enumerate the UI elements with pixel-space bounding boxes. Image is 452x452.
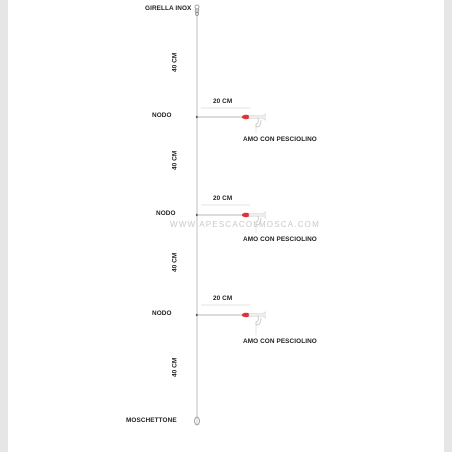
branch-length-label: 20 CM: [213, 195, 233, 202]
knot-label: NODO: [156, 210, 176, 217]
lure-fish-icon: [242, 312, 266, 335]
segment-length-label: 40 CM: [171, 357, 179, 378]
hook-label: AMO CON PESCIOLINO: [243, 136, 317, 143]
segment-length-label: 40 CM: [171, 52, 179, 73]
branch-length-label: 20 CM: [213, 295, 233, 302]
knot-label: NODO: [152, 112, 172, 119]
branch-length-label: 20 CM: [213, 98, 233, 105]
hook-label: AMO CON PESCIOLINO: [243, 236, 317, 243]
watermark-text: WWW.APESCACOLMOSCA.COM: [170, 220, 320, 229]
snap-icon: [195, 417, 200, 425]
snap-label: MOSCHETTONE: [126, 417, 177, 424]
segment-length-label: 40 CM: [171, 252, 179, 273]
hook-label: AMO CON PESCIOLINO: [243, 338, 317, 345]
lure-fish-icon: [242, 114, 266, 133]
knot-label: NODO: [152, 310, 172, 317]
segment-length-label: 40 CM: [171, 150, 179, 171]
swivel-label: GIRELLA INOX: [145, 5, 192, 12]
